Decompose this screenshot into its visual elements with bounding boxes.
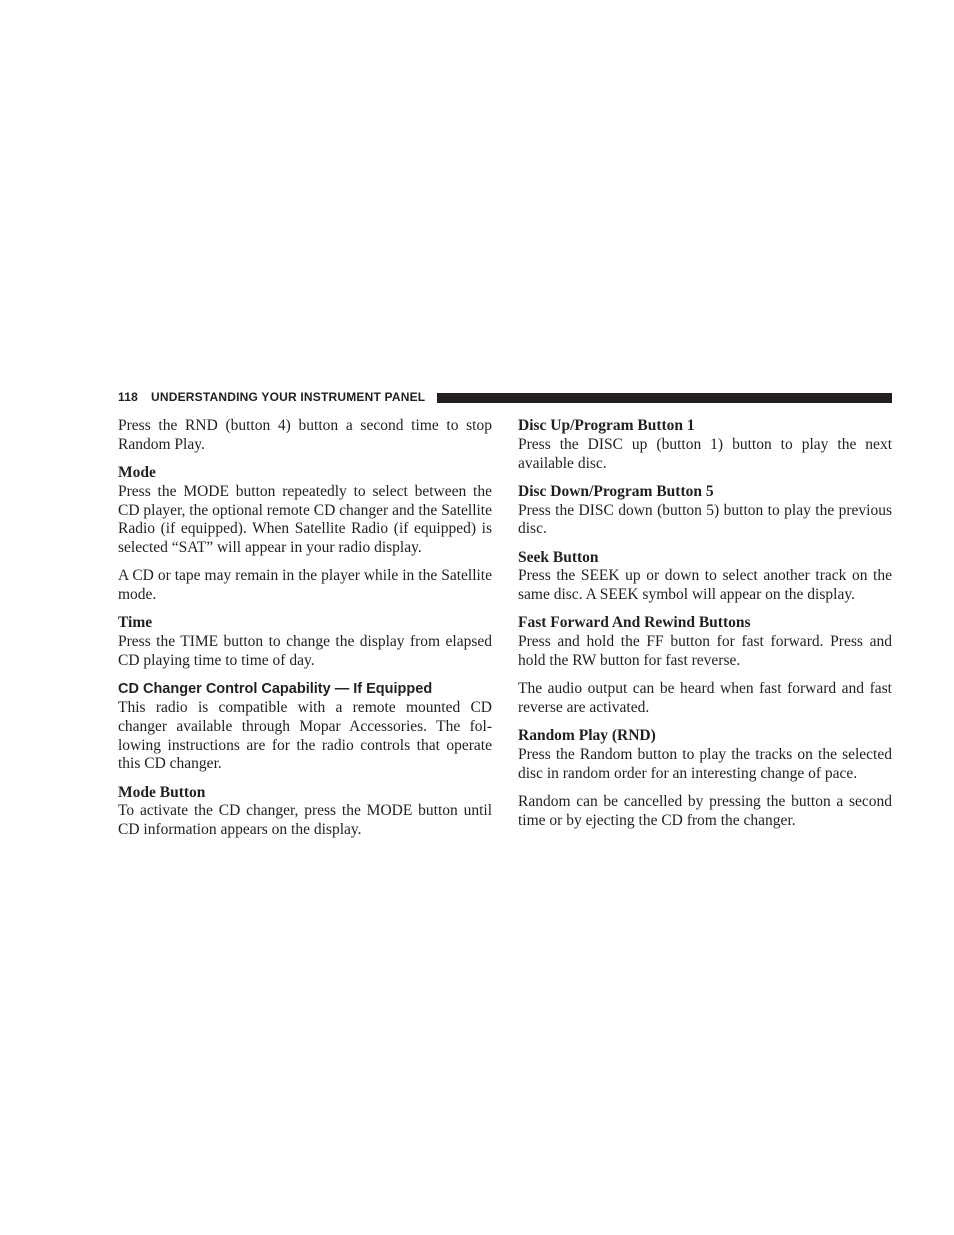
seek-heading: Seek Button <box>518 548 599 566</box>
cd-changer-text: This radio is compatible with a remote mounted CD changer available through Mopar Accessories. The fol-lowing instructions are for the radio controls that operate this CD changer. <box>118 698 492 773</box>
random-play-text-2: Random can be cancelled by pressing the button a second time or by ejecting the CD from the changer. <box>518 792 892 829</box>
fast-forward-text-2: The audio output can be heard when fast forward and fast reverse are activated. <box>518 680 892 716</box>
random-play-stop-text: Press the RND (button 4) button a second time to stop Random Play. <box>118 417 492 453</box>
seek-text: Press the SEEK up or down to select another track on the same disc. A SEEK symbol will appear on the display. <box>518 567 892 604</box>
fast-forward-heading: Fast Forward And Rewind Buttons <box>518 614 751 632</box>
page-number: 118 <box>118 390 138 404</box>
time-heading: Time <box>118 614 153 632</box>
page-header <box>118 389 892 405</box>
mode-text-2: A CD or tape may remain in the player while in the Satellite mode. <box>118 567 492 604</box>
disc-down-heading: Disc Down/Program Button 5 <box>518 482 714 500</box>
disc-up-heading: Disc Up/Program Button 1 <box>518 417 695 434</box>
time-text: Press the TIME button to change the display from elapsed CD playing time to time of day. <box>118 633 492 669</box>
cd-changer-heading: CD Changer Control Capability — If Equipped <box>118 681 433 698</box>
mode-button-heading: Mode Button <box>118 783 206 801</box>
mode-heading: Mode <box>118 463 156 481</box>
mode-text: Press the MODE button repeatedly to select between the CD player, the optional remote CD changer and the Satellite Radio (if equipped). When Satellite Radio (if equipped) is selected “SAT” will appear in your radio display. <box>118 482 492 557</box>
random-play-heading: Random Play (RND) <box>518 727 656 745</box>
mode-button-text: To activate the CD changer, press the MODE button until CD information appears on the display. <box>118 802 492 839</box>
right-column <box>518 417 892 840</box>
fast-forward-text: Press and hold the FF button for fast forward. Press and hold the RW button for fast reverse. <box>518 633 892 669</box>
header-rule <box>437 393 892 403</box>
section-title: UNDERSTANDING YOUR INSTRUMENT PANEL <box>151 390 426 404</box>
random-play-text: Press the Random button to play the tracks on the selected disc in random order for an interesting change of pace. <box>518 745 892 782</box>
disc-down-text: Press the DISC down (button 5) button to play the previous disc. <box>518 501 892 538</box>
disc-up-text: Press the DISC up (button 1) button to play the next available disc. <box>518 435 892 472</box>
left-column <box>118 417 492 849</box>
